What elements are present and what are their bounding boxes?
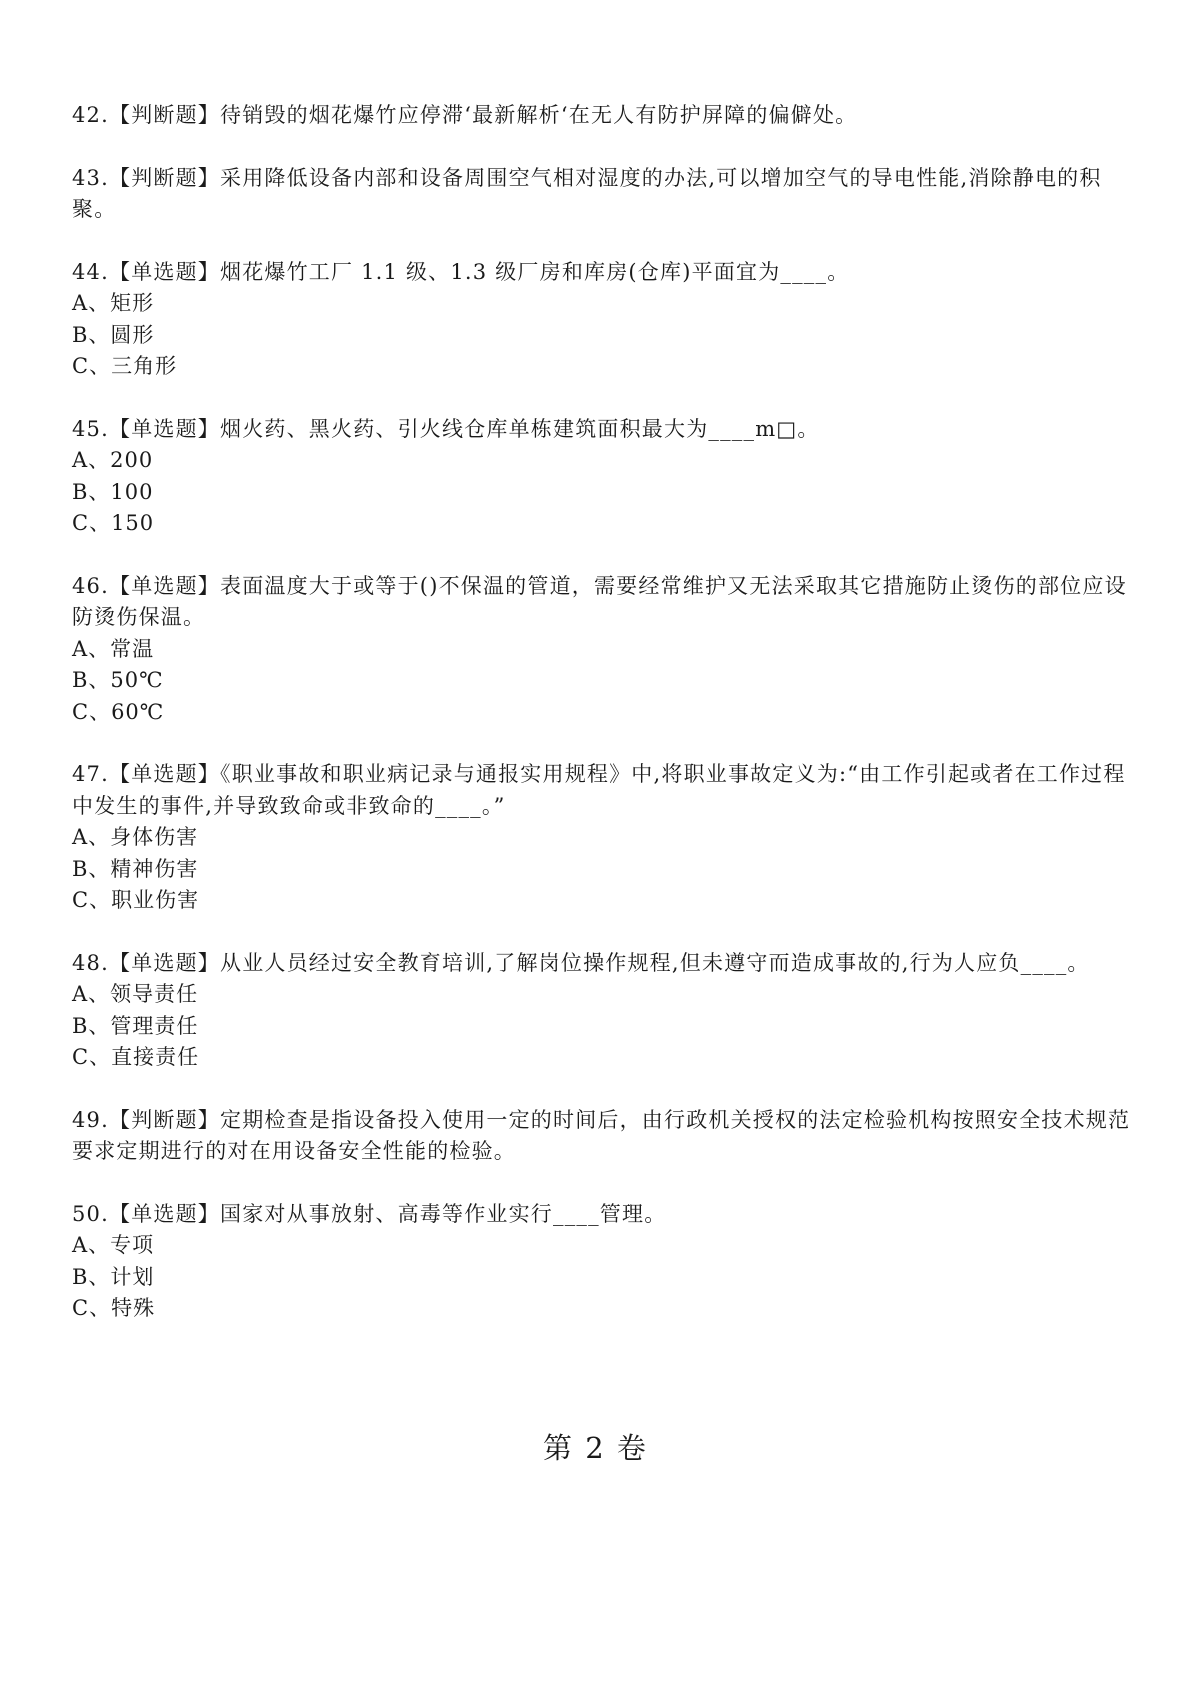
option-a: A、矩形 xyxy=(72,291,155,315)
question-42 xyxy=(72,100,1132,132)
option-c: C、直接责任 xyxy=(72,1045,200,1069)
option-b: B、计划 xyxy=(72,1264,155,1289)
option-b: B、精神伤害 xyxy=(72,856,199,881)
question-text: 47.【单选题】《职业事故和职业病记录与通报实用规程》中,将职业事故定义为:“由工作引起或者在工作过程中发生的事件,并导致致命或非致命的____。” xyxy=(72,762,1126,818)
question-text: 45.【单选题】烟火药、黑火药、引火线仓库单栋建筑面积最大为____m□。 xyxy=(72,416,820,441)
question-43 xyxy=(72,163,1132,226)
option-c: C、60℃ xyxy=(72,699,165,724)
question-49 xyxy=(72,1105,1132,1168)
question-text: 49.【判断题】定期检查是指设备投入使用一定的时间后，由行政机关授权的法定检验机构按照安全技术规范要求定期进行的对在用设备安全性能的检验。 xyxy=(72,1107,1131,1163)
question-text: 48.【单选题】从业人员经过安全教育培训,了解岗位操作规程,但未遵守而造成事故的,行为人应负____。 xyxy=(72,950,1090,975)
option-a: A、专项 xyxy=(72,1233,155,1257)
question-46 xyxy=(72,571,1132,729)
option-b: B、100 xyxy=(72,479,154,504)
option-b: B、圆形 xyxy=(72,322,155,347)
option-a: A、领导责任 xyxy=(72,982,199,1006)
option-a: A、身体伤害 xyxy=(72,825,199,849)
question-text: 50.【单选题】国家对从事放射、高毒等作业实行____管理。 xyxy=(72,1201,667,1226)
option-c: C、职业伤害 xyxy=(72,888,200,912)
question-text: 44.【单选题】烟花爆竹工厂 1.1 级、1.3 级厂房和库房(仓库)平面宜为____。 xyxy=(72,259,850,284)
question-47 xyxy=(72,759,1132,917)
question-text: 43.【判断题】采用降低设备内部和设备周围空气相对湿度的办法,可以增加空气的导电性能,消除静电的积聚。 xyxy=(72,165,1102,221)
option-c: C、150 xyxy=(72,511,155,535)
option-b: B、50℃ xyxy=(72,668,164,692)
option-a: A、常温 xyxy=(72,636,155,661)
question-list xyxy=(72,100,1132,1356)
question-text: 42.【判断题】待销毁的烟花爆竹应停滞‘最新解析‘在无人有防护屏障的偏僻处。 xyxy=(72,103,858,127)
option-c: C、特殊 xyxy=(72,1296,156,1320)
question-48 xyxy=(72,948,1132,1074)
question-45 xyxy=(72,414,1132,540)
option-c: C、三角形 xyxy=(72,354,178,378)
section-title: 第 2 卷 xyxy=(543,1431,648,1465)
question-44 xyxy=(72,257,1132,383)
option-a: A、200 xyxy=(72,448,154,472)
option-b: B、管理责任 xyxy=(72,1013,199,1038)
question-50 xyxy=(72,1199,1132,1325)
question-text: 46.【单选题】表面温度大于或等于()不保温的管道，需要经常维护又无法采取其它措施防止烫伤的部位应设防烫伤保温。 xyxy=(72,573,1127,629)
